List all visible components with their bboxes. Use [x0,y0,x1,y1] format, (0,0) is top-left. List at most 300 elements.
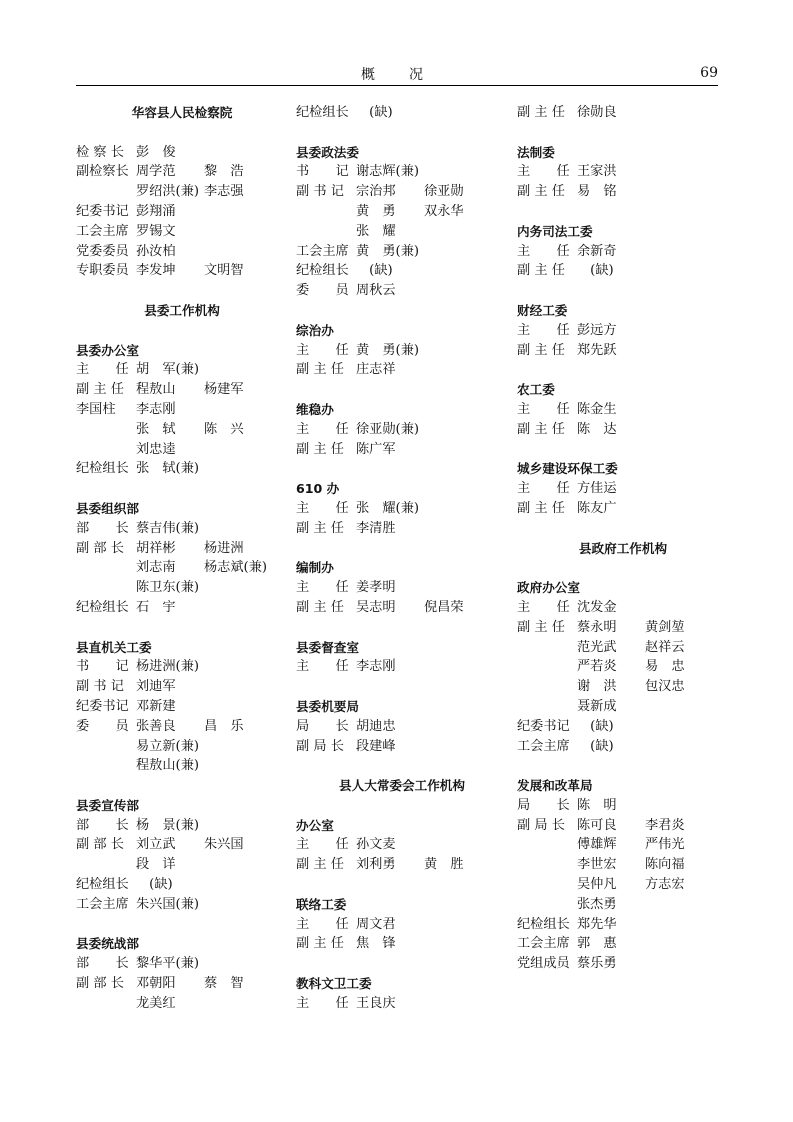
position-label: 部 长 [76,956,129,972]
staff-row [76,440,288,460]
person-name: 谢志辉(兼) [356,164,420,180]
person-name: 陈卫东(兼) [136,580,200,596]
running-title: 概 况 [361,67,433,83]
position-label: 副 主 任 [296,520,344,536]
position-label: 副 主 任 [517,619,565,635]
spacer [296,954,508,974]
person-name: 李君炎 [645,817,685,833]
position-label: 主 任 [296,837,349,853]
header-rule [76,85,718,86]
position-label: 副 主 任 [517,263,565,279]
staff-row [76,202,288,222]
person-name: 彭翔涌 [136,203,176,219]
person-name: 彭 俊 [136,144,176,160]
person-name: 陈 达 [577,421,617,437]
section-heading: 财经工委 [517,302,568,318]
person-name: 黎 浩 [204,164,244,180]
person-name: 黎华平(兼) [136,956,200,972]
person-name: 焦 锋 [356,936,396,952]
person-name: 胡祥彬 [136,540,176,556]
page-header [76,62,718,86]
position-label: 主 任 [517,243,570,259]
staff-row [76,420,288,440]
person-name: 蔡乐勇 [577,956,617,972]
section-heading: 农工委 [517,382,555,398]
staff-row [296,737,508,757]
person-name: 陈友广 [577,500,617,516]
person-name: 徐勋良 [577,105,617,120]
person-name: 吴志明 [356,599,396,615]
staff-row [517,915,729,935]
person-name: 周学范 [136,164,176,180]
staff-row [76,578,288,598]
position-label: 主 任 [296,500,349,516]
position-label: 主 任 [517,401,570,417]
person-name: 包汉忠 [645,679,685,695]
spacer [76,123,288,143]
person-name: 陈可良 [577,817,617,833]
position-label: 主 任 [296,916,349,932]
position-label: 纪检组长 [76,461,129,477]
person-name: 刘利勇 [356,857,396,873]
staff-row [76,677,288,697]
position-label: 副 主 任 [517,105,565,120]
staff-row [76,360,288,380]
person-name: 王良庆 [356,995,396,1011]
position-label: 副 主 任 [517,342,565,358]
person-name: (缺) [356,263,393,279]
staff-row [296,717,508,737]
position-label: 纪检组长 [76,877,129,893]
person-name: 倪昌荣 [424,599,464,615]
position-label: 局 长 [517,797,570,813]
position-label: 副 主 任 [517,500,565,516]
staff-row [296,242,508,262]
person-name: 陈 明 [577,797,617,813]
position-label: 副 局 长 [517,817,565,833]
page-number: 69 [700,65,718,81]
position-label: 纪检组长 [296,105,349,120]
position-label: 纪委书记 [76,203,129,219]
spacer [517,519,729,539]
staff-row [517,737,729,757]
spacer [517,123,729,143]
staff-row [76,182,288,202]
staff-row [76,657,288,677]
staff-row [296,360,508,380]
position-label: 副 局 长 [296,738,344,754]
staff-row [517,321,729,341]
position-label: 主 任 [517,164,570,180]
person-name: 黄 勇 [356,203,396,219]
person-name: 杨进洲 [204,540,244,556]
staff-row [296,341,508,361]
staff-row [517,677,729,697]
section-heading: 内务司法工委 [517,223,593,239]
position-label: 李国柱 [76,401,116,417]
person-name: 黄 勇(兼) [356,342,420,358]
position-label: 工会主席 [76,896,129,912]
spacer [296,459,508,479]
category-heading: 县委工作机构 [144,302,220,318]
person-name: 刘立武 [136,837,176,853]
person-name: 严伟光 [645,837,685,853]
section-heading: 办公室 [296,817,334,833]
section-heading: 教科文卫工委 [296,976,372,992]
person-name: 周秋云 [356,283,396,299]
person-name: 陈金生 [577,401,617,417]
staff-row [296,657,508,677]
staff-row [296,519,508,539]
person-name: 李志刚 [356,659,396,675]
position-label: 副 书 记 [76,679,124,695]
position-label: 纪检组长 [296,263,349,279]
person-name: 郭 惠 [577,936,617,952]
staff-row [76,558,288,578]
staff-row [517,638,729,658]
position-label: 副 主 任 [517,421,565,437]
staff-row [296,578,508,598]
staff-row [76,598,288,618]
person-name: 李志刚 [136,401,176,417]
spacer [517,440,729,460]
staff-row [76,994,288,1014]
staff-row [517,479,729,499]
person-name: 杨建军 [204,382,244,398]
person-name: 双永华 [424,203,464,219]
spacer [517,756,729,776]
person-name: 易立新(兼) [136,738,200,754]
staff-row [517,934,729,954]
person-name: 黄 胜 [424,857,464,873]
staff-row [517,816,729,836]
staff-row [76,737,288,757]
staff-row [76,974,288,994]
section-heading: 联络工委 [296,896,347,912]
person-name: 朱兴国(兼) [136,896,200,912]
position-label: 党组成员 [517,956,570,972]
staff-row [296,855,508,875]
staff-row [296,499,508,519]
person-name: 宗治邦 [356,184,396,200]
position-label: 纪检组长 [76,599,129,615]
person-name: 傅雄辉 [577,837,617,853]
position-label: 副 主 任 [296,441,344,457]
staff-row [296,598,508,618]
staff-row [517,796,729,816]
staff-row [76,835,288,855]
spacer [296,618,508,638]
staff-row [76,242,288,262]
person-name: 程敖山 [136,382,176,398]
section-heading: 综治办 [296,322,334,338]
person-name: 郑先华 [577,916,617,932]
position-label: 副 书 记 [296,184,344,200]
position-label: 副 部 长 [76,837,124,853]
position-label: 书 记 [296,164,349,180]
person-name: 张 轼(兼) [136,461,200,477]
person-name: (缺) [577,738,614,754]
position-label: 主 任 [296,342,349,358]
staff-row [517,182,729,202]
position-label: 纪委书记 [517,718,570,734]
section-heading: 县委宣传部 [76,797,139,813]
person-name: 方志宏 [645,877,685,893]
person-name: 孙汝柏 [136,243,176,259]
staff-row [517,855,729,875]
person-name: 沈发金 [577,599,617,615]
category-heading: 县人大常委会工作机构 [339,778,465,794]
person-name: (缺) [577,263,614,279]
staff-row [296,835,508,855]
person-name: (缺) [577,718,614,734]
section-heading: 县委督查室 [296,639,359,655]
position-label: 纪检组长 [517,916,570,932]
staff-row [517,420,729,440]
person-name: 李发坤 [136,263,176,279]
person-name: 邓新建 [136,698,176,714]
position-label: 主 任 [517,481,570,497]
position-label: 主 任 [517,322,570,338]
spacer [76,776,288,796]
staff-row [296,222,508,242]
position-label: 工会主席 [76,223,129,239]
spacer [76,321,288,341]
position-label: 专职委员 [76,263,129,279]
spacer [76,281,288,301]
person-name: 朱兴国 [204,837,244,853]
staff-row [517,400,729,420]
staff-row [517,261,729,281]
staff-row [76,143,288,163]
position-label: 工会主席 [296,243,349,259]
person-name: 庄志祥 [356,362,396,378]
person-name: 徐亚勋(兼) [356,421,420,437]
staff-row [517,341,729,361]
position-label: 副 主 任 [296,857,344,873]
staff-row [76,459,288,479]
person-name: 王家洪 [577,164,617,180]
staff-row [76,717,288,737]
person-name: 张善良 [136,718,176,734]
staff-row [517,835,729,855]
person-name: 石 宇 [136,599,176,615]
staff-row [76,756,288,776]
person-name: 文明智 [204,263,244,279]
person-name: 张 轼 [136,421,176,437]
position-label: 副 主 任 [296,936,344,952]
spacer [517,202,729,222]
section-heading: 编制办 [296,560,334,576]
position-label: 委 员 [76,718,129,734]
person-name: 李世宏 [577,857,617,873]
person-name: 胡迪忠 [356,718,396,734]
section-heading: 县直机关工委 [76,639,152,655]
person-name: 余新奇 [577,243,617,259]
spacer [296,301,508,321]
spacer [517,558,729,578]
position-label: 党委委员 [76,243,129,259]
staff-row [517,103,729,123]
person-name: 程敖山(兼) [136,758,200,774]
column-middle [296,103,508,1014]
person-name: 邓朝阳 [136,976,176,992]
position-label: 主 任 [517,599,570,615]
position-label: 副检察长 [76,164,129,180]
staff-row [76,816,288,836]
section-heading: 法制委 [517,144,555,160]
staff-row [296,103,508,123]
staff-row [76,261,288,281]
spacer [296,796,508,816]
person-name: 杨进洲(兼) [136,659,200,675]
section-heading: 城乡建设环保工委 [517,461,618,477]
spacer [296,539,508,559]
position-label: 委 员 [296,283,349,299]
staff-row [296,994,508,1014]
staff-row [296,162,508,182]
person-name: 张 耀 [356,223,396,239]
person-name: 张 耀(兼) [356,500,420,516]
person-name: 李清胜 [356,520,396,536]
section-heading: 维稳办 [296,401,334,417]
person-name: 易 铭 [577,184,617,200]
position-label: 主 任 [296,421,349,437]
staff-row [76,954,288,974]
person-name: 陈 兴 [204,421,244,437]
section-heading: 发展和改革局 [517,778,593,794]
position-label: 副 主 任 [517,184,565,200]
person-name: 蔡永明 [577,619,617,635]
staff-row [76,519,288,539]
person-name: 吴仲凡 [577,877,617,893]
person-name: 罗锡文 [136,223,176,239]
person-name: 易 忠 [645,659,685,675]
staff-row [296,934,508,954]
person-name: 蔡 智 [204,976,244,992]
position-label: 检 察 长 [76,144,124,160]
person-name: 罗绍洪(兼) [136,184,200,200]
staff-row [76,697,288,717]
person-name: 段建峰 [356,738,396,754]
person-name: 谢 洪 [577,679,617,695]
staff-row [517,499,729,519]
position-label: 副 主 任 [296,362,344,378]
person-name: (缺) [136,877,173,893]
spacer [296,677,508,697]
person-name: 陈向福 [645,857,685,873]
staff-row [76,380,288,400]
spacer [517,281,729,301]
person-name: 昌 乐 [204,718,244,734]
staff-row [517,875,729,895]
section-heading: 县委统战部 [76,936,139,952]
spacer [76,915,288,935]
spacer [76,618,288,638]
section-heading: 610 办 [296,481,340,497]
position-label: 主 任 [296,580,349,596]
spacer [76,479,288,499]
person-name: 聂新成 [577,698,617,714]
person-name: 姜孝明 [356,580,396,596]
staff-row [517,162,729,182]
person-name: 刘志南 [136,560,176,576]
position-label: 部 长 [76,817,129,833]
position-label: 局 长 [296,718,349,734]
person-name: 蔡吉伟(兼) [136,520,200,536]
staff-row [296,440,508,460]
staff-row [296,261,508,281]
person-name: 周文君 [356,916,396,932]
person-name: 方佳运 [577,481,617,497]
section-heading: 政府办公室 [517,580,580,596]
person-name: 郑先跃 [577,342,617,358]
staff-row [296,420,508,440]
spacer [296,875,508,895]
staff-row [76,400,288,420]
staff-row [517,697,729,717]
position-label: 副 主 任 [296,599,344,615]
staff-row [76,895,288,915]
person-name: 范光武 [577,639,617,655]
person-name: 杨 景(兼) [136,817,200,833]
position-label: 主 任 [296,659,349,675]
person-name: 孙文麦 [356,837,396,853]
person-name: 张杰勇 [577,896,617,912]
staff-row [517,618,729,638]
staff-row [76,539,288,559]
person-name: 段 详 [136,857,176,873]
column-left [76,103,288,1014]
section-heading: 县委办公室 [76,342,139,358]
staff-row [296,915,508,935]
spacer [517,360,729,380]
section-heading: 县委政法委 [296,144,359,160]
position-label: 主 任 [76,362,129,378]
staff-row [296,202,508,222]
person-name: 杨志斌(兼) [204,560,268,576]
person-name: 黄 勇(兼) [356,243,420,259]
staff-row [296,281,508,301]
staff-row [517,598,729,618]
staff-row [517,954,729,974]
person-name: 刘迪军 [136,679,176,695]
staff-row [517,242,729,262]
person-name: 彭远方 [577,322,617,338]
category-heading: 县政府工作机构 [578,540,668,556]
person-name: 李志强 [204,184,244,200]
staff-row [76,162,288,182]
section-heading: 县委组织部 [76,500,139,516]
staff-row [76,222,288,242]
staff-row [296,182,508,202]
staff-row [517,657,729,677]
position-label: 副 主 任 [76,382,124,398]
section-heading: 县委机要局 [296,698,359,714]
staff-row [517,717,729,737]
person-name: 严若炎 [577,659,617,675]
spacer [296,380,508,400]
staff-row [76,875,288,895]
position-label: 副 部 长 [76,540,124,556]
spacer [296,756,508,776]
position-label: 部 长 [76,520,129,536]
column-right [517,103,729,974]
person-name: 胡 军(兼) [136,362,200,378]
person-name: 黄剑堃 [645,619,685,635]
person-name: 龙美红 [136,995,176,1011]
person-name: (缺) [356,105,393,120]
